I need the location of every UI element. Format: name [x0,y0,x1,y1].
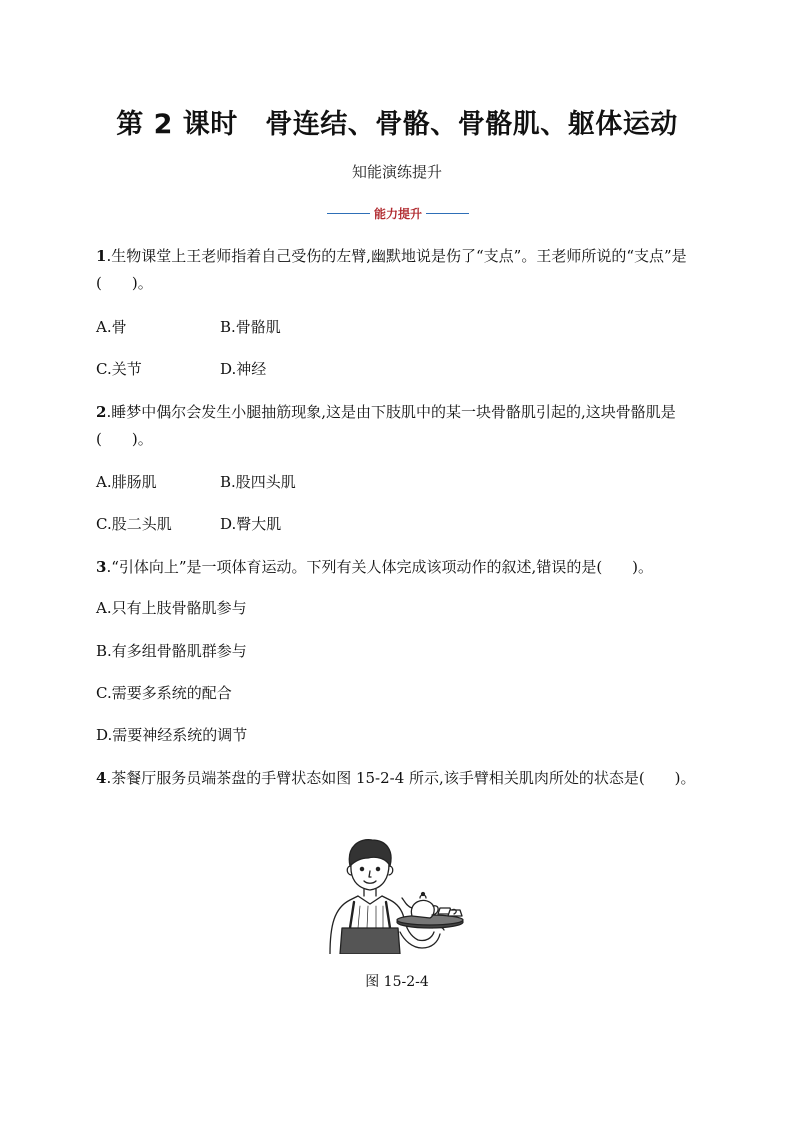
question-number: 3 [96,558,107,576]
option-3a: A.只有上肢骨骼肌参与 [96,599,247,617]
option-2c: C.股二头肌 [96,515,172,533]
figure-caption: 图 15-2-4 [365,974,429,990]
question-text: .“引体向上”是一项体育运动。下列有关人体完成该项动作的叙述,错误的是( )。 [106,558,654,576]
option-3d: D.需要神经系统的调节 [96,726,248,744]
option-2b: B.股四头肌 [220,473,296,491]
section-rule-left [327,213,370,214]
waiter-figure [320,836,470,954]
question-text: .睡梦中偶尔会发生小腿抽筋现象,这是由下肢肌中的某一块骨骼肌引起的,这块骨骼肌是( )。 [96,403,676,448]
option-3b: B.有多组骨骼肌群参与 [96,642,247,660]
option-1d: D.神经 [220,360,267,378]
lesson-subtitle: 知能演练提升 [351,163,442,181]
question-4 [96,765,698,792]
question-text: .生物课堂上王老师指着自己受伤的左臂,幽默地说是伤了“支点”。王老师所说的“支点”是( )。 [96,247,687,292]
section-header [327,203,469,223]
question-3 [96,554,698,581]
option-1a: A.骨 [96,318,127,336]
question-2 [96,399,698,453]
question-text: .茶餐厅服务员端茶盘的手臂状态如图 15-2-4 所示,该手臂相关肌肉所处的状态是( )。 [106,769,696,787]
option-2d: D.臀大肌 [220,515,282,533]
question-number: 2 [96,403,107,421]
option-1b: B.骨骼肌 [220,318,281,336]
question-number: 4 [96,769,107,787]
section-label: 能力提升 [374,206,423,221]
section-rule-right [426,213,469,214]
question-number: 1 [96,247,107,265]
question-1 [96,243,698,297]
lesson-title: 第 2 课时 骨连结、骨骼、骨骼肌、躯体运动 [116,109,678,140]
option-1c: C.关节 [96,360,142,378]
option-3c: C.需要多系统的配合 [96,684,232,702]
option-2a: A.腓肠肌 [96,473,157,491]
